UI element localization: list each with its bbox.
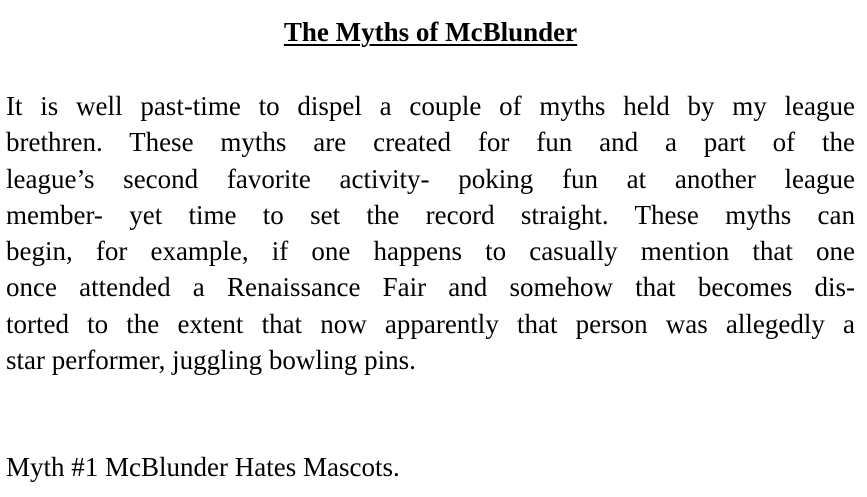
paragraph-line: once attended a Renaissance Fair and somehow that becomes dis- — [6, 272, 855, 303]
document-title: The Myths of McBlunder — [283, 17, 578, 47]
paragraph-line: begin, for example, if one happens to casually mention that one — [6, 236, 855, 267]
paragraph-line: It is well past-time to dispel a couple of myths held by my league — [6, 91, 855, 121]
paragraph-line: brethren. These myths are created for fun and a part of the — [6, 127, 855, 158]
paragraph-line: star performer, juggling bowling pins. — [6, 345, 416, 376]
paragraph-line: torted to the extent that now apparently that person was allegedly a — [6, 308, 855, 339]
paragraph-line: member- yet time to set the record straight. These myths can — [6, 199, 855, 230]
intro-paragraph — [6, 88, 855, 378]
myth-heading: Myth #1 McBlunder Hates Mascots. — [6, 452, 400, 482]
paragraph-line: league’s second favorite activity- poking fun at another league — [6, 163, 855, 194]
